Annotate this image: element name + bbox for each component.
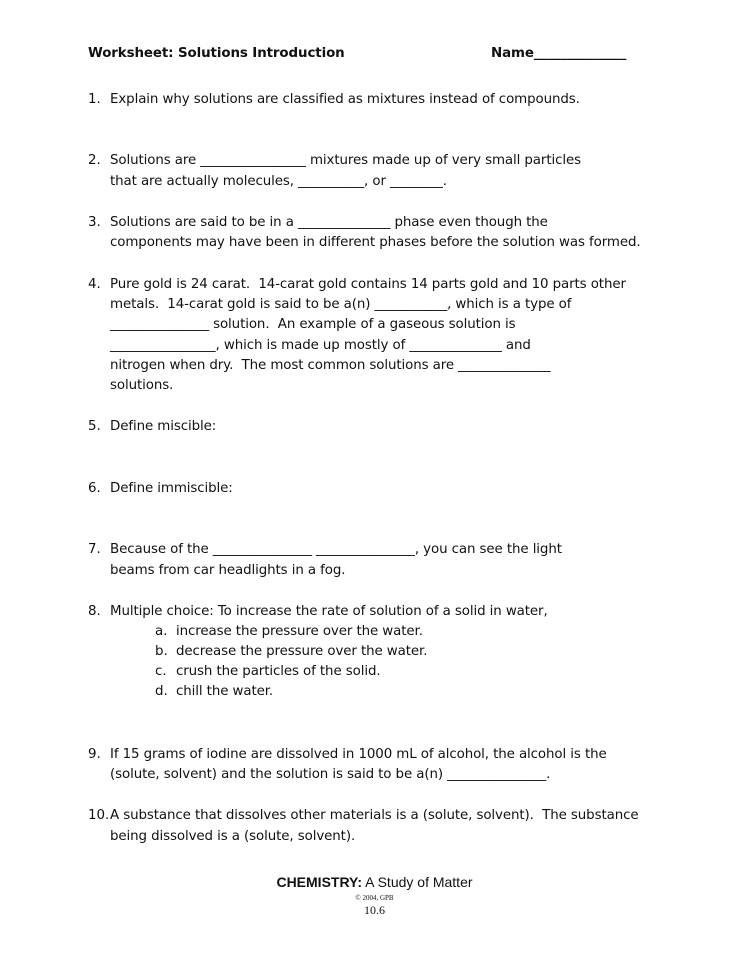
footer-book-title <box>0 874 749 890</box>
choice-text: decrease the pressure over the water. <box>176 644 428 659</box>
question-number: 9. <box>88 747 101 762</box>
question-text: A substance that dissolves other materials is a (solute, solvent). The substance <box>110 808 639 823</box>
question-number: 6. <box>88 481 101 496</box>
question-text: Solutions are said to be in a ______________ phase even though the <box>110 215 548 230</box>
question-text: Because of the _______________ _______________, you can see the light <box>110 542 562 557</box>
question-text: If 15 grams of iodine are dissolved in 1000 mL of alcohol, the alcohol is the <box>110 747 607 762</box>
worksheet-title: Worksheet: Solutions Introduction <box>88 46 345 61</box>
question-text: Define immiscible: <box>110 481 233 496</box>
choice-text: increase the pressure over the water. <box>176 624 423 639</box>
choice-letter: b. <box>155 644 168 659</box>
question-text: that are actually molecules, __________, or ________. <box>110 174 447 189</box>
choice-text: crush the particles of the solid. <box>176 664 381 679</box>
name-field: Name______________ <box>491 46 627 61</box>
question-number: 3. <box>88 215 101 230</box>
question-text: Define miscible: <box>110 419 217 434</box>
page-number: 10.6 <box>364 903 385 917</box>
question-number: 5. <box>88 419 101 434</box>
question-text: metals. 14-carat gold is said to be a(n) ___________, which is a type of <box>110 297 572 312</box>
footer-subtitle: A Study of Matter <box>362 874 473 890</box>
question-text: beams from car headlights in a fog. <box>110 563 346 578</box>
question-number: 8. <box>88 604 101 619</box>
question-text: Multiple choice: To increase the rate of solution of a solid in water, <box>110 604 548 619</box>
question-number: 2. <box>88 153 101 168</box>
question-text: ________________, which is made up mostly of ______________ and <box>110 338 531 353</box>
choice-letter: c. <box>155 664 167 679</box>
question-text: _______________ solution. An example of a gaseous solution is <box>110 317 516 332</box>
choice-letter: a. <box>155 624 168 639</box>
choice-letter: d. <box>155 684 168 699</box>
question-text: (solute, solvent) and the solution is said to be a(n) _______________. <box>110 767 551 782</box>
choice-text: chill the water. <box>176 684 274 699</box>
question-text: Pure gold is 24 carat. 14-carat gold contains 14 parts gold and 10 parts other <box>110 277 626 292</box>
question-number: 10. <box>88 808 110 823</box>
footer-brand: CHEMISTRY: <box>276 874 363 890</box>
question-text: being dissolved is a (solute, solvent). <box>110 829 356 844</box>
question-text: nitrogen when dry. The most common solutions are ______________ <box>110 358 551 373</box>
question-text: Solutions are ________________ mixtures made up of very small particles <box>110 153 581 168</box>
question-number: 7. <box>88 542 101 557</box>
question-number: 1. <box>88 92 101 107</box>
question-text: solutions. <box>110 378 174 393</box>
question-text: Explain why solutions are classified as mixtures instead of compounds. <box>110 92 580 107</box>
footer-copyright: © 2004, GPB <box>355 894 394 902</box>
question-number: 4. <box>88 277 101 292</box>
question-text: components may have been in different phases before the solution was formed. <box>110 235 641 250</box>
